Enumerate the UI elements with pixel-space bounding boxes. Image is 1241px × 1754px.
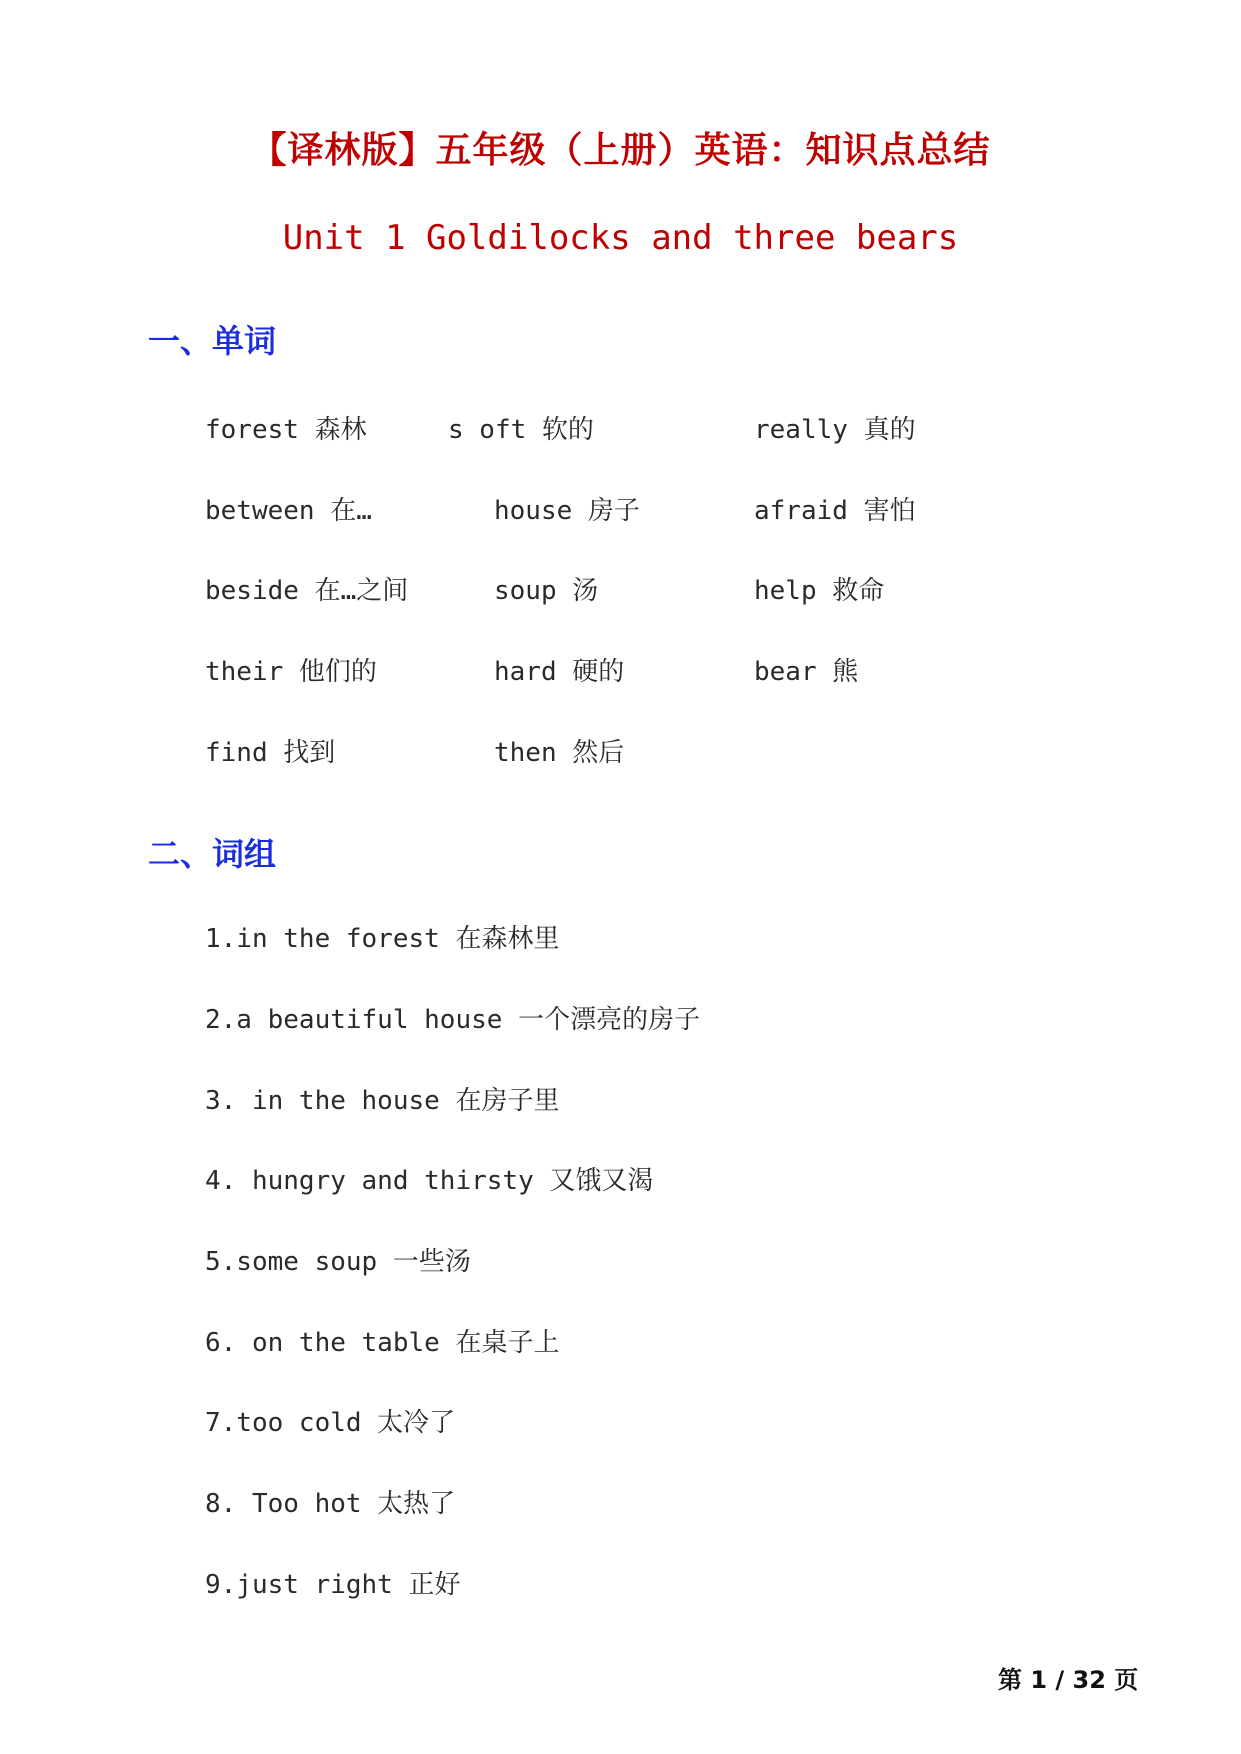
phrase-item: 3. in the house 在房子里 [205, 1086, 560, 1116]
phrase-item: 8. Too hot 太热了 [205, 1489, 456, 1519]
vocab-item: s oft 软的 [448, 415, 594, 445]
vocab-item: bear 熊 [754, 657, 859, 687]
phrase-item: 6. on the table 在桌子上 [205, 1328, 560, 1358]
phrase-item: 7.too cold 太冷了 [205, 1408, 456, 1438]
document-title: 【译林版】五年级（上册）英语：知识点总结 [250, 130, 991, 171]
vocab-item: house 房子 [494, 496, 640, 526]
vocab-item: their 他们的 [205, 657, 377, 687]
section-heading-phrases: 二、词组 [148, 835, 277, 873]
vocab-item: find 找到 [205, 738, 336, 768]
phrase-item: 5.some soup 一些汤 [205, 1247, 471, 1277]
vocab-item: hard 硬的 [494, 657, 625, 687]
page-number: 第 1 / 32 页 [998, 1666, 1139, 1694]
phrase-item: 4. hungry and thirsty 又饿又渴 [205, 1166, 654, 1196]
vocab-item: forest 森林 [205, 415, 367, 445]
section-heading-words: 一、单词 [148, 322, 277, 360]
vocab-item: really 真的 [754, 415, 916, 445]
phrase-item: 2.a beautiful house 一个漂亮的房子 [205, 1005, 701, 1035]
unit-title: Unit 1 Goldilocks and three bears [282, 218, 959, 258]
phrase-item: 1.in the forest 在森林里 [205, 924, 560, 954]
phrase-item: 9.just right 正好 [205, 1570, 461, 1600]
vocab-item: afraid 害怕 [754, 496, 916, 526]
vocab-item: between 在… [205, 496, 372, 526]
vocab-item: help 救命 [754, 576, 885, 606]
vocab-item: then 然后 [494, 738, 625, 768]
vocab-item: soup 汤 [494, 576, 599, 606]
vocab-item: beside 在…之间 [205, 576, 409, 606]
